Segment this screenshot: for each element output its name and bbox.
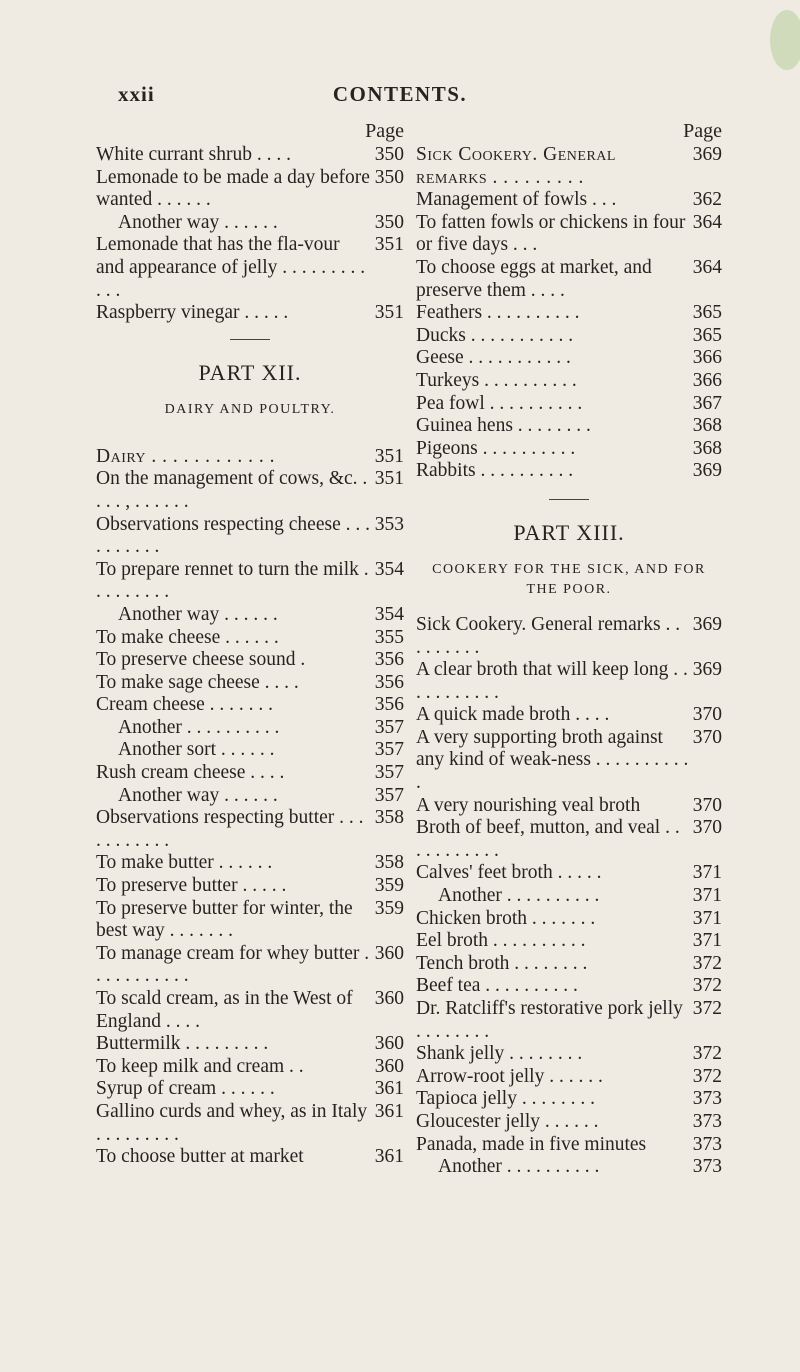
toc-entry-text: Syrup of cream . . . . . . — [96, 1078, 275, 1100]
toc-entry[interactable] — [96, 807, 404, 852]
toc-entry-text: To preserve cheese sound . — [96, 649, 306, 671]
toc-entry-text: Eel broth . . . . . . . . . . — [416, 930, 586, 952]
toc-entry-page: 360 — [374, 1033, 404, 1055]
page-header — [0, 82, 800, 112]
toc-entry[interactable] — [416, 817, 722, 862]
left-entries-a — [96, 144, 404, 325]
toc-entry-page: 370 — [692, 817, 722, 839]
toc-entry[interactable] — [96, 627, 404, 650]
toc-entry[interactable] — [96, 694, 404, 717]
toc-entry-text: Pea fowl . . . . . . . . . . — [416, 392, 583, 414]
toc-entry-text: Gloucester jelly . . . . . . — [416, 1110, 599, 1132]
toc-entry-page: 357 — [374, 784, 404, 806]
toc-entry-text: Feathers . . . . . . . . . . — [416, 302, 580, 324]
part-xiii-subtitle: COOKERY FOR THE SICK, AND FOR THE POOR. — [432, 561, 706, 597]
toc-entry-text: Another . . . . . . . . . . — [438, 885, 600, 907]
toc-entry-page: 366 — [692, 347, 722, 369]
toc-entry-page: 358 — [374, 807, 404, 829]
toc-entry[interactable] — [416, 727, 722, 795]
toc-entry[interactable] — [96, 785, 404, 808]
toc-entry-page: 351 — [374, 302, 404, 324]
toc-entry[interactable] — [96, 875, 404, 898]
toc-entry[interactable] — [96, 302, 404, 325]
toc-entry-text: Another way . . . . . . — [118, 211, 278, 233]
toc-entry-page: 366 — [692, 369, 722, 391]
right-page-label: Page — [683, 120, 722, 142]
left-divider — [230, 339, 270, 340]
toc-entry-text: Lemonade that has the fla-vour and appearance of jelly . . . . . . . . . . . . — [96, 234, 366, 301]
toc-entry[interactable] — [96, 898, 404, 943]
toc-section-sick-cookery[interactable] — [416, 614, 722, 659]
toc-entry-page: 372 — [692, 952, 722, 974]
toc-entry-text: Another sort . . . . . . — [118, 739, 275, 761]
toc-entry[interactable] — [416, 1043, 722, 1066]
toc-entry[interactable] — [96, 1056, 404, 1079]
toc-entry[interactable] — [416, 1134, 722, 1157]
toc-entry-page: 361 — [374, 1146, 404, 1168]
toc-entry-text: Dairy . . . . . . . . . . . . — [96, 445, 276, 467]
toc-entry[interactable] — [96, 988, 404, 1033]
toc-entry-page: 354 — [374, 603, 404, 625]
part-xiii-title: PART XIII. — [513, 519, 625, 545]
toc-entry-page: 369 — [692, 659, 722, 681]
toc-entry-text: To make cheese . . . . . . — [96, 626, 279, 648]
right-column — [416, 118, 722, 1179]
toc-entry[interactable] — [416, 975, 722, 998]
toc-entry-text: Beef tea . . . . . . . . . . — [416, 975, 578, 997]
toc-entry[interactable] — [416, 1156, 722, 1179]
toc-entry-text: White currant shrub . . . . — [96, 144, 291, 165]
toc-entry-text: Dr. Ratcliff's restorative pork jelly . . . . . . . . — [416, 998, 683, 1042]
toc-entry-text: Tapioca jelly . . . . . . . . — [416, 1088, 595, 1110]
toc-entry-page: 357 — [374, 739, 404, 761]
toc-entry-text: Another way . . . . . . — [118, 603, 278, 625]
toc-entry[interactable] — [416, 347, 722, 370]
toc-entry-text: Observations respecting butter . . . . . . . . . . . — [96, 807, 364, 851]
toc-entry-page: 357 — [374, 762, 404, 784]
toc-entry-page: 371 — [692, 862, 722, 884]
toc-entry-page: 373 — [692, 1110, 722, 1132]
toc-entry-page: 372 — [692, 1065, 722, 1087]
toc-entry-text: Cream cheese . . . . . . . — [96, 694, 274, 716]
toc-entry-text: Sick Cookery. General remarks . . . . . . . . . — [416, 613, 681, 658]
toc-entry[interactable] — [416, 1066, 722, 1089]
toc-entry-page: 350 — [374, 211, 404, 233]
toc-entry-page: 353 — [374, 513, 404, 535]
toc-entry[interactable] — [416, 1111, 722, 1134]
toc-entry[interactable] — [96, 649, 404, 672]
toc-entry[interactable] — [416, 415, 722, 438]
toc-entry-page: 373 — [692, 1133, 722, 1155]
toc-entry-text: To make sage cheese . . . . — [96, 671, 299, 693]
toc-entry[interactable] — [96, 167, 404, 212]
toc-entry[interactable] — [416, 885, 722, 908]
toc-entry-page: 370 — [692, 794, 722, 816]
toc-entry-page: 357 — [374, 716, 404, 738]
toc-entry-text: A clear broth that will keep long . . . . . . . . . . . — [416, 659, 688, 703]
toc-entry-text: Turkeys . . . . . . . . . . — [416, 369, 577, 391]
toc-entry-text: Ducks . . . . . . . . . . . — [416, 324, 574, 346]
toc-entry-page: 351 — [374, 468, 404, 490]
right-entries-b — [416, 659, 722, 1179]
toc-entry-page: 371 — [692, 885, 722, 907]
page-folio: xxii — [118, 82, 155, 106]
toc-entry-text: To make butter . . . . . . — [96, 852, 273, 874]
toc-entry[interactable] — [416, 1088, 722, 1111]
toc-entry-text: Chicken broth . . . . . . . — [416, 907, 596, 929]
toc-entry[interactable] — [416, 930, 722, 953]
toc-entry[interactable] — [416, 257, 722, 302]
toc-entry[interactable] — [96, 943, 404, 988]
toc-entry-page: 365 — [692, 302, 722, 324]
toc-entry-page: 351 — [374, 445, 404, 467]
toc-entry-text: To fatten fowls or chickens in four or five days . . . — [416, 211, 686, 256]
toc-entry[interactable] — [416, 795, 722, 818]
toc-entry-text: Rush cream cheese . . . . — [96, 762, 285, 784]
toc-entry[interactable] — [416, 325, 722, 348]
toc-entry-text: To preserve butter for winter, the best way . . . . . . . — [96, 897, 353, 942]
toc-entry-page: 368 — [692, 437, 722, 459]
toc-entry-page: 360 — [374, 942, 404, 964]
toc-entry-page: 373 — [692, 1156, 722, 1178]
toc-entry-page: 359 — [374, 897, 404, 919]
right-divider — [549, 499, 589, 500]
toc-entry-text: Shank jelly . . . . . . . . — [416, 1043, 583, 1065]
left-entries-b — [96, 468, 404, 1168]
toc-entry-page: 359 — [374, 875, 404, 897]
toc-entry-text: Raspberry vinegar . . . . . — [96, 302, 289, 324]
toc-entry-text: To choose butter at market — [96, 1146, 304, 1168]
toc-entry[interactable] — [416, 953, 722, 976]
toc-entry-text: Another way . . . . . . — [118, 784, 278, 806]
toc-entry[interactable] — [96, 144, 404, 167]
toc-entry-text: On the management of cows, &c. . . . . , . . . . . . — [96, 468, 368, 512]
toc-entry[interactable] — [416, 302, 722, 325]
toc-entry-page: 356 — [374, 694, 404, 716]
toc-entry-text: Pigeons . . . . . . . . . . — [416, 437, 576, 459]
toc-entry-page: 360 — [374, 988, 404, 1009]
part-xii-subtitle: DAIRY AND POULTRY. — [164, 401, 336, 417]
toc-entry-page: 351 — [374, 234, 404, 256]
toc-entry-page: 365 — [692, 324, 722, 346]
toc-entry-page: 369 — [692, 144, 722, 165]
toc-entry-page: 361 — [374, 1100, 404, 1122]
toc-entry[interactable] — [96, 514, 404, 559]
toc-entry-page: 367 — [692, 392, 722, 414]
toc-entry-text: Arrow-root jelly . . . . . . — [416, 1065, 603, 1087]
toc-entry[interactable] — [416, 659, 722, 704]
toc-entry-text: Guinea hens . . . . . . . . — [416, 415, 591, 437]
toc-entry[interactable] — [96, 852, 404, 875]
toc-entry[interactable] — [96, 762, 404, 785]
toc-entry-text: A very nourishing veal broth — [416, 794, 641, 816]
toc-entry-page: 368 — [692, 415, 722, 437]
toc-entry-text: Buttermilk . . . . . . . . . — [96, 1033, 269, 1055]
toc-entry-text: Another . . . . . . . . . . — [438, 1156, 600, 1178]
toc-entry-page: 356 — [374, 649, 404, 671]
toc-entry[interactable] — [96, 1101, 404, 1146]
toc-entry[interactable] — [416, 998, 722, 1043]
toc-entry[interactable] — [416, 370, 722, 393]
toc-section-dairy[interactable] — [96, 446, 404, 469]
toc-entry[interactable] — [416, 908, 722, 931]
toc-section-poultry-yard[interactable] — [416, 144, 722, 189]
toc-entry-page: 358 — [374, 852, 404, 874]
page-stain — [770, 10, 800, 70]
part-xii-title: PART XII. — [198, 359, 302, 385]
toc-entry[interactable] — [416, 212, 722, 257]
toc-entry[interactable] — [416, 862, 722, 885]
toc-entry-text: Sick Cookery. General remarks . . . . . . . . . — [416, 144, 616, 188]
toc-entry-text: Panada, made in five minutes — [416, 1133, 647, 1155]
toc-entry-text: To prepare rennet to turn the milk . . . . . . . . . — [96, 558, 369, 603]
toc-entry[interactable] — [96, 739, 404, 762]
toc-entry[interactable] — [416, 460, 722, 483]
toc-entry-page: 350 — [374, 144, 404, 165]
running-title: CONTENTS. — [332, 82, 468, 106]
toc-entry-text: A quick made broth . . . . — [416, 704, 610, 726]
toc-entry-text: To keep milk and cream . . — [96, 1055, 304, 1077]
toc-entry-page: 372 — [692, 975, 722, 997]
toc-entry-text: To preserve butter . . . . . — [96, 875, 287, 897]
left-page-label: Page — [365, 120, 404, 142]
toc-entry-page: 370 — [692, 704, 722, 726]
toc-entry-page: 369 — [692, 613, 722, 635]
toc-entry-text: Tench broth . . . . . . . . — [416, 952, 588, 974]
toc-entry[interactable] — [96, 672, 404, 695]
toc-entry-text: To manage cream for whey butter . . . . . . . . . . . — [96, 942, 370, 987]
toc-entry-text: Management of fowls . . . — [416, 189, 617, 211]
toc-entry-page: 364 — [692, 256, 722, 278]
toc-entry-page: 372 — [692, 1043, 722, 1065]
toc-entry-text: Lemonade to be made a day before wanted . . . . . . — [96, 166, 370, 211]
toc-entry-page: 361 — [374, 1078, 404, 1100]
toc-entry[interactable] — [96, 1146, 404, 1169]
toc-entry[interactable] — [96, 1033, 404, 1056]
left-column — [96, 118, 404, 1169]
toc-entry[interactable] — [416, 189, 722, 212]
toc-entry-page: 371 — [692, 930, 722, 952]
toc-entry-text: Calves' feet broth . . . . . — [416, 862, 602, 884]
toc-entry-page: 373 — [692, 1088, 722, 1110]
toc-entry[interactable] — [416, 393, 722, 416]
toc-entry-text: Rabbits . . . . . . . . . . — [416, 460, 574, 482]
toc-entry-page: 354 — [374, 558, 404, 580]
toc-entry-page: 371 — [692, 907, 722, 929]
toc-entry[interactable] — [96, 212, 404, 235]
toc-entry[interactable] — [96, 234, 404, 302]
toc-entry-page: 356 — [374, 671, 404, 693]
toc-entry-page: 355 — [374, 626, 404, 648]
toc-entry-page: 369 — [692, 460, 722, 482]
toc-entry-page: 372 — [692, 998, 722, 1019]
toc-entry[interactable] — [96, 468, 404, 513]
toc-entry[interactable] — [416, 438, 722, 461]
toc-entry-page: 370 — [692, 726, 722, 748]
toc-entry-page: 362 — [692, 189, 722, 211]
toc-entry-text: Observations respecting cheese . . . . . . . . . . — [96, 513, 370, 558]
toc-entry-text: To choose eggs at market, and preserve them . . . . — [416, 256, 652, 301]
toc-entry-text: Geese . . . . . . . . . . . — [416, 347, 571, 369]
toc-entry[interactable] — [96, 1078, 404, 1101]
toc-entry[interactable] — [96, 604, 404, 627]
toc-entry-text: Gallino curds and whey, as in Italy . . . . . . . . . — [96, 1100, 368, 1145]
right-entries-a — [416, 189, 722, 483]
toc-entry-text: Broth of beef, mutton, and veal . . . . . . . . . . . — [416, 817, 680, 861]
toc-entry[interactable] — [96, 559, 404, 604]
toc-entry-text: A very supporting broth against any kind of weak-ness . . . . . . . . . . . — [416, 726, 689, 794]
toc-entry[interactable] — [416, 704, 722, 727]
toc-entry-page: 350 — [374, 166, 404, 188]
toc-entry-text: To scald cream, as in the West of England . . . . — [96, 988, 353, 1032]
toc-entry-page: 360 — [374, 1055, 404, 1077]
toc-entry-page: 364 — [692, 211, 722, 233]
toc-entry-text: Another . . . . . . . . . . — [118, 716, 280, 738]
toc-entry[interactable] — [96, 717, 404, 740]
